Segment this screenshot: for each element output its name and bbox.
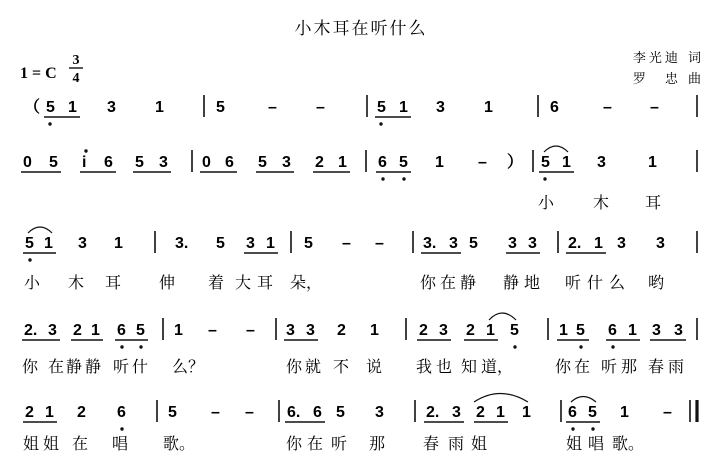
- note: –: [316, 99, 325, 116]
- lyric: 你: [420, 273, 437, 292]
- note: 3: [286, 322, 295, 339]
- note: 5: [135, 154, 144, 171]
- lyric: 什: [132, 357, 149, 376]
- note: 2: [25, 404, 34, 421]
- note: 1: [559, 322, 568, 339]
- score-line-2: [21, 146, 697, 212]
- note: 3: [48, 322, 57, 339]
- note: 3: [617, 235, 626, 252]
- note: –: [208, 322, 217, 339]
- lyric: 耳: [257, 273, 274, 292]
- score-line-5: [23, 394, 697, 454]
- note: 3: [306, 322, 315, 339]
- lyric: 哟: [648, 273, 665, 292]
- note: –: [478, 154, 487, 171]
- note: 3: [508, 235, 517, 252]
- note: 6: [568, 404, 577, 421]
- note: 1: [594, 235, 603, 252]
- score-line-1: [24, 95, 697, 126]
- lyric: 么？: [172, 357, 205, 376]
- note: 0: [23, 154, 32, 171]
- low-octave-dot: [571, 427, 574, 430]
- note: 2: [419, 322, 428, 339]
- note: 6: [225, 154, 234, 171]
- slur: [28, 227, 52, 233]
- lyric: 春: [423, 434, 440, 453]
- lyric: 静: [503, 273, 520, 292]
- note: 1: [522, 404, 531, 421]
- lyric: 耳: [105, 273, 122, 292]
- note: 1: [114, 235, 123, 252]
- note: –: [375, 235, 384, 252]
- note: 2: [337, 322, 346, 339]
- lyric: 唱: [112, 434, 129, 453]
- lyric: 雨: [448, 434, 465, 453]
- lyric: 伸: [159, 273, 176, 292]
- note: 5: [399, 154, 408, 171]
- note: 3.: [175, 235, 189, 252]
- note: 5: [510, 322, 519, 339]
- composer-credit: 罗 忠 曲: [632, 72, 704, 87]
- note: 1: [338, 154, 347, 171]
- note: 5: [588, 404, 597, 421]
- time-signature-bottom: 4: [72, 71, 80, 86]
- lyric: 小: [538, 193, 555, 212]
- note: 3: [159, 154, 168, 171]
- note: 2.: [568, 235, 582, 252]
- note: 6: [550, 99, 559, 116]
- note: 5: [25, 235, 34, 252]
- lyric: 木: [593, 193, 610, 212]
- lyric: 静: [460, 273, 477, 292]
- note: 5: [377, 99, 386, 116]
- note: 1: [628, 322, 637, 339]
- lyric: 静: [85, 357, 102, 376]
- note: 3: [282, 154, 291, 171]
- lyric: 朵，: [290, 273, 323, 292]
- note: 3: [375, 404, 384, 421]
- note: 5: [216, 235, 225, 252]
- note: 6: [608, 322, 617, 339]
- slur: [489, 313, 516, 320]
- low-octave-dot: [543, 177, 546, 180]
- note: 1: [648, 154, 657, 171]
- note: 1: [435, 154, 444, 171]
- lyric: 姐: [471, 434, 488, 453]
- note: 6: [313, 404, 322, 421]
- high-octave-dot: [84, 149, 87, 152]
- lyric: 听: [331, 434, 348, 453]
- note: （: [24, 99, 41, 116]
- lyric: 也: [436, 357, 453, 376]
- lyric: 唱: [588, 434, 605, 453]
- lyric: 听: [601, 357, 618, 376]
- note: 3: [452, 404, 461, 421]
- note: 3: [597, 154, 606, 171]
- lyric: 那: [369, 434, 386, 453]
- lyric: 听: [113, 357, 130, 376]
- lyric: 在: [72, 434, 89, 453]
- lyric: 耳: [645, 193, 662, 212]
- note: 1: [91, 322, 100, 339]
- note: 1: [174, 322, 183, 339]
- lyric: 姐: [43, 434, 60, 453]
- lyricist-credit: 李光迪 词: [632, 51, 704, 66]
- note: –: [650, 99, 659, 116]
- note: 5: [576, 322, 585, 339]
- note: 5: [136, 322, 145, 339]
- slur: [474, 394, 528, 403]
- time-signature-top: 3: [72, 53, 80, 68]
- lyric: 说: [366, 357, 383, 376]
- slur: [544, 146, 568, 152]
- note: 3: [652, 322, 661, 339]
- low-octave-dot: [591, 427, 594, 430]
- note: 0: [202, 154, 211, 171]
- note: 2: [77, 404, 86, 421]
- note: 1: [496, 404, 505, 421]
- note: 3: [528, 235, 537, 252]
- lyric: 雨: [668, 357, 685, 376]
- lyric: 就: [305, 357, 322, 376]
- note: 1: [486, 322, 495, 339]
- note: 2: [73, 322, 82, 339]
- note: 6: [378, 154, 387, 171]
- key-signature: 1 = C: [20, 65, 57, 82]
- score-line-3: [23, 227, 697, 292]
- lyric: 春: [648, 357, 665, 376]
- lyric: 么: [609, 273, 626, 292]
- note: 1: [44, 235, 53, 252]
- note: 3: [246, 235, 255, 252]
- note: 1: [562, 154, 571, 171]
- note: 3: [107, 99, 116, 116]
- note: –: [342, 235, 351, 252]
- note: 3: [674, 322, 683, 339]
- low-octave-dot: [48, 122, 51, 125]
- note: –: [603, 99, 612, 116]
- score-line-4: [22, 313, 697, 376]
- lyric: 姐: [23, 434, 40, 453]
- low-octave-dot: [513, 345, 516, 348]
- note: 5: [168, 404, 177, 421]
- lyric: 道，: [481, 357, 514, 376]
- note: 1: [45, 404, 54, 421]
- note: 5: [541, 154, 550, 171]
- note: 5: [46, 99, 55, 116]
- low-octave-dot: [28, 258, 31, 261]
- lyric: 大: [235, 273, 252, 292]
- low-octave-dot: [120, 427, 123, 430]
- lyric: 静: [66, 357, 83, 376]
- lyric: 在: [48, 357, 65, 376]
- note: 3: [656, 235, 665, 252]
- note: –: [268, 99, 277, 116]
- lyric: 在: [307, 434, 324, 453]
- lyric: 那: [621, 357, 638, 376]
- lyric: 小: [24, 273, 41, 292]
- note: 6: [104, 154, 113, 171]
- note: 6.: [287, 404, 301, 421]
- lyric: 木: [68, 273, 85, 292]
- low-octave-dot: [611, 345, 614, 348]
- low-octave-dot: [379, 122, 382, 125]
- lyric: 不: [333, 357, 350, 376]
- low-octave-dot: [120, 345, 123, 348]
- note: 2.: [24, 322, 38, 339]
- note: 1: [68, 99, 77, 116]
- lyric: 歌。: [163, 434, 196, 453]
- note: 3.: [423, 235, 437, 252]
- note: 5: [336, 404, 345, 421]
- note: 3: [449, 235, 458, 252]
- note: 5: [49, 154, 58, 171]
- note: 1: [399, 99, 408, 116]
- lyric: 你: [555, 357, 572, 376]
- note: 3: [439, 322, 448, 339]
- note: 5: [216, 99, 225, 116]
- slur: [571, 397, 596, 403]
- lyric: 姐: [566, 434, 583, 453]
- lyric: 听: [565, 273, 582, 292]
- note: 2: [476, 404, 485, 421]
- low-octave-dot: [579, 345, 582, 348]
- lyric: 着: [208, 273, 225, 292]
- note: 1: [484, 99, 493, 116]
- note: 2: [315, 154, 324, 171]
- note: 2.: [426, 404, 440, 421]
- note: i: [82, 154, 87, 171]
- note: 5: [258, 154, 267, 171]
- note: 3: [78, 235, 87, 252]
- lyric: 在: [440, 273, 457, 292]
- note: 6: [117, 404, 126, 421]
- lyric: 知: [461, 357, 478, 376]
- note: ）: [507, 154, 524, 171]
- low-octave-dot: [381, 177, 384, 180]
- note: 1: [620, 404, 629, 421]
- note: –: [663, 404, 672, 421]
- low-octave-dot: [402, 177, 405, 180]
- note: 6: [117, 322, 126, 339]
- lyric: 你: [22, 357, 39, 376]
- note: 3: [436, 99, 445, 116]
- note: –: [245, 404, 254, 421]
- lyric: 你: [286, 434, 303, 453]
- lyric: 歌。: [612, 434, 645, 453]
- lyric: 什: [587, 273, 604, 292]
- note: 1: [266, 235, 275, 252]
- note: –: [246, 322, 255, 339]
- lyric: 地: [524, 273, 541, 292]
- lyric: 在: [574, 357, 591, 376]
- song-title: 小木耳在听什么: [294, 19, 428, 39]
- note: –: [211, 404, 220, 421]
- note: 2: [466, 322, 475, 339]
- note: 5: [469, 235, 478, 252]
- lyric: 我: [416, 357, 433, 376]
- low-octave-dot: [139, 345, 142, 348]
- note: 5: [304, 235, 313, 252]
- lyric: 你: [286, 357, 303, 376]
- note: 1: [155, 99, 164, 116]
- note: 1: [370, 322, 379, 339]
